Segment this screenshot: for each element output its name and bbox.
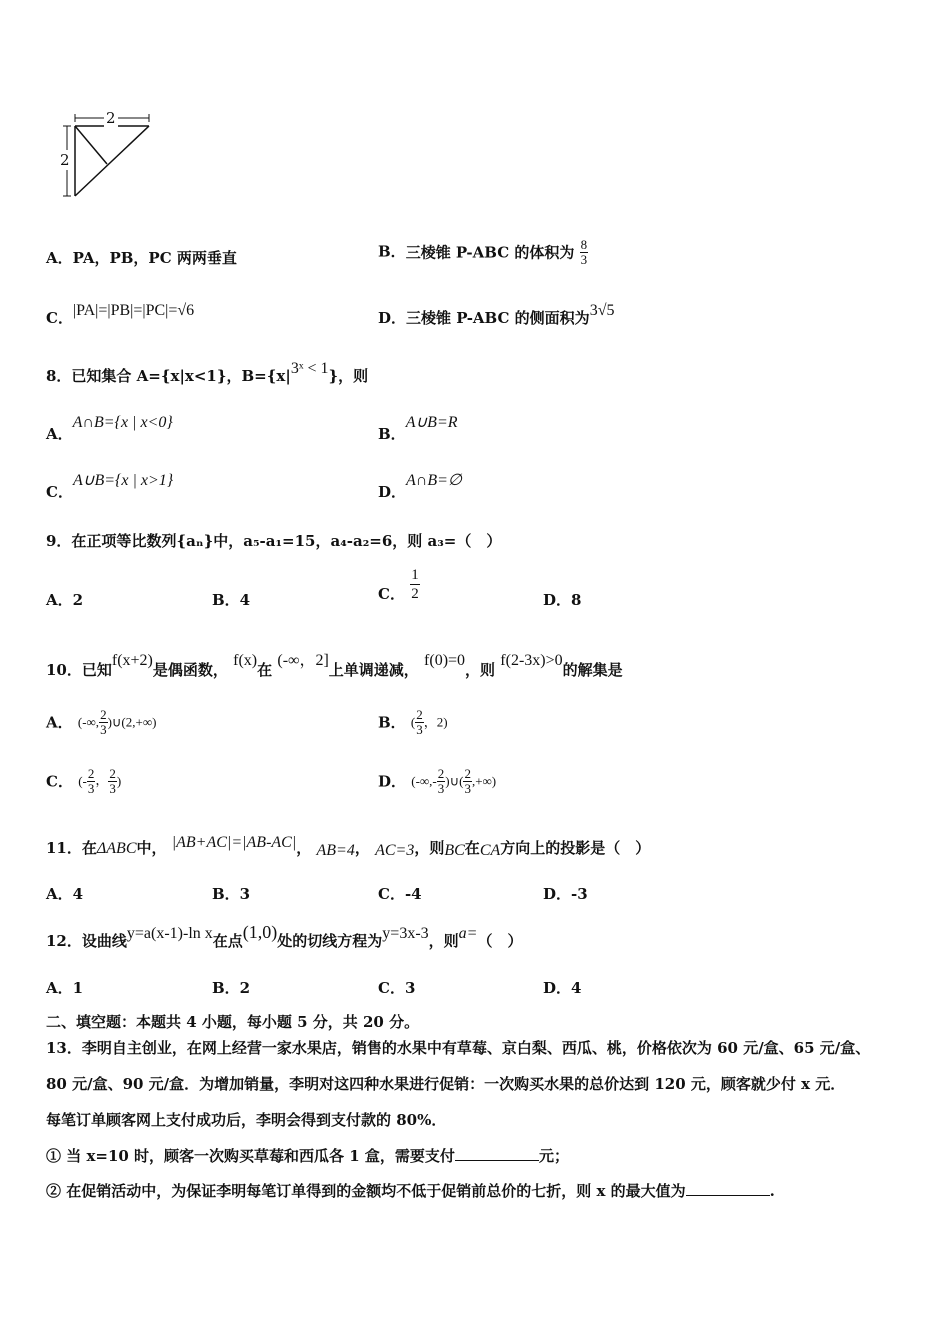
q11-option-c[interactable]: C．-4 [378, 885, 422, 903]
q7-c-math: |PA|=|PB|=|PC|=√6 [72, 302, 195, 319]
q9-option-d[interactable]: D．8 [543, 591, 582, 609]
q12-option-b[interactable]: B．2 [212, 979, 251, 997]
q7-option-a-text: PA，PB，PC 两两垂直 [72, 249, 237, 267]
q10-option-d[interactable]: D． (-∞,- $\frac{2}{3}$ )∪( $\frac{2}{3}$ ,+∞) [378, 766, 497, 796]
q7-option-d[interactable]: D．三棱锥 P-ABC 的侧面积为3√5 [378, 302, 615, 327]
q13-line-3: 每笔订单顾客网上支付成功后，李明会得到支付款的 80%． [46, 1111, 447, 1129]
q10-option-a[interactable]: A． (-∞, $\frac{2}{3}$ )∪(2,+∞) [46, 707, 157, 737]
q10-option-b[interactable]: B． ( $\frac{2}{3}$ ，2) [378, 707, 448, 737]
q8-option-d[interactable]: D．A∩B=∅ [378, 472, 462, 501]
q11-option-a[interactable]: A．4 [46, 885, 84, 903]
figure-side-label: 2 [60, 151, 70, 169]
q10-stem: 10．已知f(x+2)是偶函数， f(x)在 (-∞，2]上单调递减， f(0)=0，则 f(2-3x)>0的解集是 [46, 652, 623, 679]
q13-line-2: 80 元/盒、90 元/盒．为增加销量，李明对这四种水果进行促销：一次购买水果的总价达到 120 元，顾客就少付 x 元． [46, 1075, 846, 1093]
q11-option-d[interactable]: D．-3 [543, 885, 588, 903]
q13-line-1: 13．李明自主创业，在网上经营一家水果店，销售的水果中有草莓、京白梨、西瓜、桃，价格依次为 60 元/盒、65 元/盒、 [46, 1039, 871, 1057]
q11-option-b[interactable]: B．3 [212, 885, 251, 903]
q13-line-4: ① 当 x=10 时，顾客一次购买草莓和西瓜各 1 盒，需要支付 元； [46, 1147, 569, 1165]
q8-option-a[interactable]: A．A∩B={x | x<0} [46, 414, 173, 443]
q9-option-a[interactable]: A．2 [46, 591, 84, 609]
section-heading-fill-in: 二、填空题：本题共 4 小题，每小题 5 分，共 20 分。 [46, 1013, 420, 1031]
q7-b-fraction: $\frac{8}{3}$ [580, 237, 588, 267]
figure-top-label: 2 [106, 109, 116, 127]
q10-option-c[interactable]: C． (- $\frac{2}{3}$ ， $\frac{2}{3}$ ) [46, 766, 122, 796]
answer-blank-2[interactable] [686, 1181, 770, 1196]
answer-blank-1[interactable] [455, 1146, 539, 1161]
q8-set-math: 3ˣ < 1 [290, 360, 329, 377]
q7-option-a[interactable]: A．PA，PB，PC 两两垂直 [46, 249, 237, 267]
q9-c-fraction: $\frac{1}{2}$ [411, 567, 419, 602]
q12-option-c[interactable]: C．3 [378, 979, 416, 997]
q11-stem: 11．在ΔABC中， |AB+AC|=|AB-AC|， AB=4， AC=3，则BC在CA方向上的投影是（ ） [46, 834, 651, 859]
q9-option-b[interactable]: B．4 [212, 591, 251, 609]
q7-option-c[interactable]: C．|PA|=|PB|=|PC|=√6 [46, 302, 195, 327]
q9-option-c[interactable]: C． $\frac{1}{2}$ [378, 567, 419, 603]
q12-option-d[interactable]: D．4 [543, 979, 582, 997]
q7-d-math: 3√5 [589, 302, 615, 319]
q8-stem: 8．已知集合 A={x|x<1}，B={x|3ˣ < 1}，则 [46, 360, 369, 385]
q7-option-b[interactable]: B．三棱锥 P-ABC 的体积为 $\frac{8}{3}$ [378, 237, 588, 267]
q13-line-5: ② 在促销活动中，为保证李明每笔订单得到的金额均不低于促销前总价的七折，则 x 的最大值为 . [46, 1182, 775, 1200]
q8-option-b[interactable]: B．A∪B=R [378, 414, 458, 443]
q9-stem: 9．在正项等比数列{aₙ}中，a₅-a₁=15，a₄-a₂=6，则 a₃=（ ） [46, 532, 502, 550]
q12-option-a[interactable]: A．1 [46, 979, 84, 997]
q12-stem: 12．设曲线y=a(x-1)-ln x在点(1,0)处的切线方程为y=3x-3，则a=（ ） [46, 922, 523, 950]
q8-option-c[interactable]: C．A∪B={x | x>1} [46, 472, 174, 501]
